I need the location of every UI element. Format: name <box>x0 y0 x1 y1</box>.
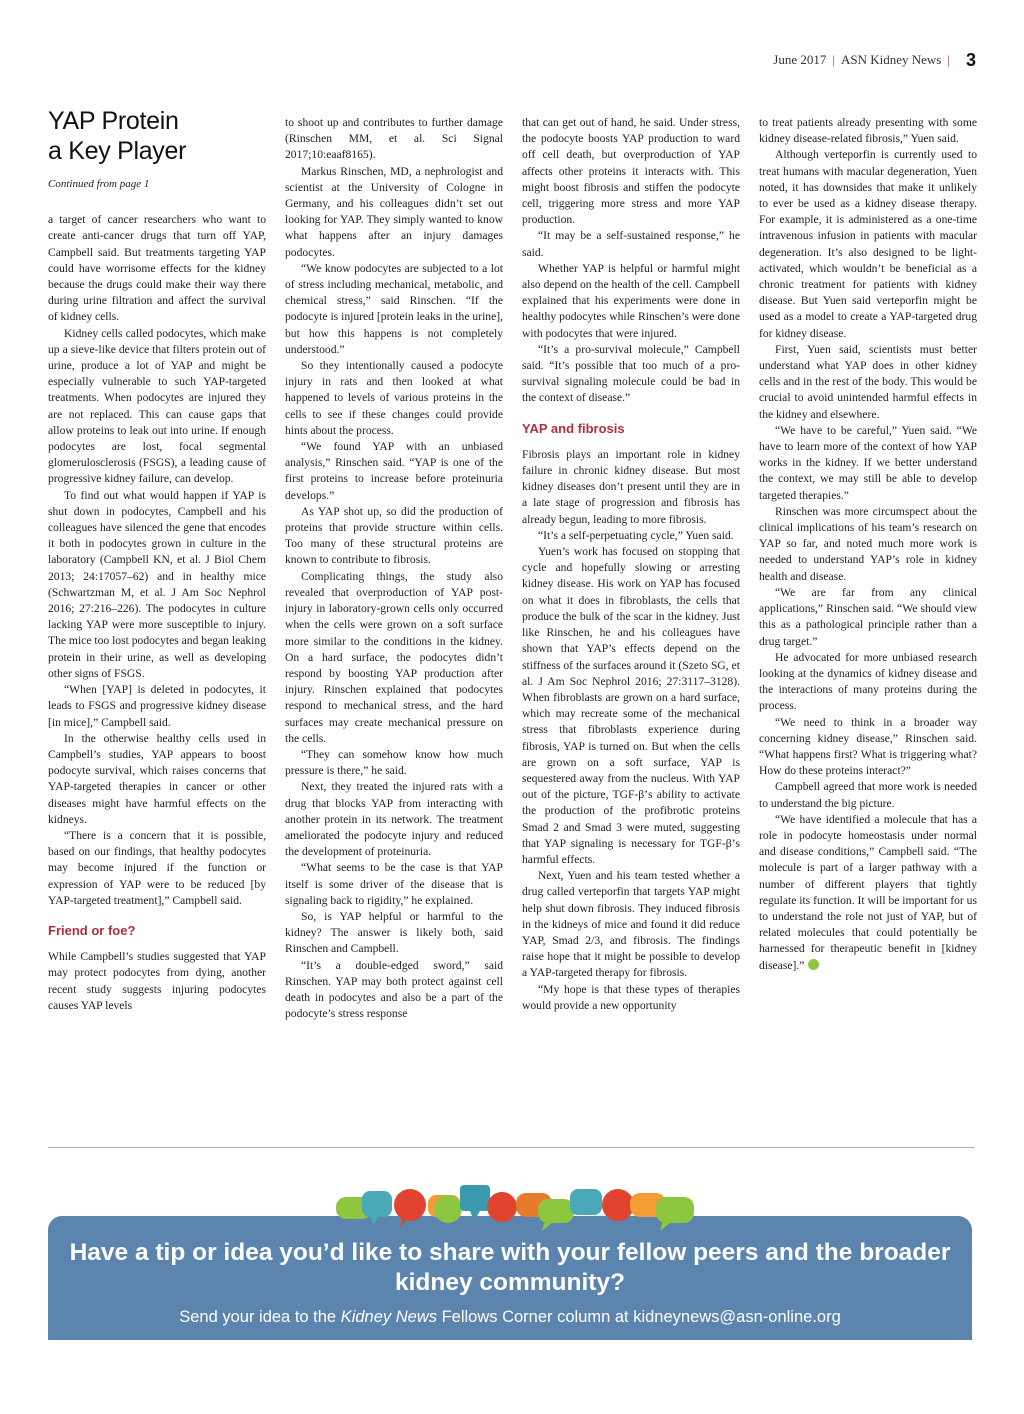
paragraph: to treat patients already presenting with some kidney disease-related fibrosis,” Yuen said. <box>759 116 977 146</box>
paragraph: “There is a concern that it is possible, based on our findings, that healthy podocytes may become injured if the function or expression of YAP were to be reduced [by YAP-targeted treatment],” Campbell said. <box>48 828 266 907</box>
page-number: 3 <box>965 49 976 70</box>
subhead-friend-or-foe: Friend or foe? <box>48 922 136 938</box>
paragraph: “They can somehow know how much pressure is there,” he said. <box>285 747 503 778</box>
paragraph: Campbell agreed that more work is needed to understand the big picture. <box>759 780 977 810</box>
paragraph: “We need to think in a broader way concerning kidney disease,” Rinschen said. “What happens first? What is triggering what? How do these proteins interact?” <box>759 715 977 778</box>
paragraph: Next, Yuen and his team tested whether a drug called verteporfin that targets YAP might help shut down fibrosis. They induced fibrosis in the kidneys of mice and found it did reduce YAP, Smad 2/3, and fibrosis. The findings raise hope that it might be possible to develop a YAP-targeted therapy for fibrosis. <box>522 869 740 980</box>
speech-bubbles-graphic <box>330 1183 700 1233</box>
banner-subtext: Send your idea to the Kidney News Fellows Corner column at kidneynews@asn-online.org <box>179 1308 841 1326</box>
paragraph: Fibrosis plays an important role in kidney failure in chronic kidney disease. But most kidney diseases don’t present until they are in a late stage of progression and fibrosis has already begun, leading to more fibrosis. <box>522 447 740 526</box>
paragraph: “We are far from any clinical applications,” Rinschen said. “We should view this as a pathological principle rather than a drug target.” <box>759 585 977 648</box>
paragraph: “We found YAP with an unbiased analysis,” Rinschen said. “YAP is one of the first proteins to increase before proteinuria develops.” <box>285 440 503 502</box>
page-header <box>773 49 976 71</box>
paragraph: Markus Rinschen, MD, a nephrologist and scientist at the University of Cologne in Germany, and his colleagues didn’t set out looking for YAP. They simply wanted to know what happens after an injury damages podocytes. <box>285 164 503 259</box>
paragraph: Rinschen was more circumspect about the clinical implications of his team’s research on YAP so far, and noted much more work is needed to understand YAP’s role in kidney health and disease. <box>759 504 977 583</box>
article-column-1 <box>48 106 266 1014</box>
paragraph: “What seems to be the case is that YAP itself is some driver of the disease that is signaling back to rigidity,” he explained. <box>285 861 503 907</box>
paragraph: To find out what would happen if YAP is shut down in podocytes, Campbell and his colleagues have silenced the gene that encodes it both in podocytes grown in culture in the laboratory (Campbell KN, et al. J Biol Chem 2013; 24:17057–62) and in healthy mice (Schwartzman M, et al. J Am Soc Nephrol 2016; 27:216–226). The podocytes in culture lacking YAP were more susceptible to injury. The mice too lost podocytes and began leaking protein in their urine, as well as developing other signs of FSGS. <box>48 488 266 680</box>
paragraph: that can get out of hand, he said. Under stress, the podocyte boosts YAP production to ward off cell death, but overproduction of YAP affects other proteins it interacts with. This might boost fibrosis and stiffen the podocyte cell, triggering more stress and more YAP production. <box>522 116 740 227</box>
paragraph: As YAP shot up, so did the production of proteins that provide structure within cells. Too many of these structural proteins are known to contribute to fibrosis. <box>285 504 503 567</box>
publication-name: ASN Kidney News <box>840 52 942 67</box>
paragraph: “When [YAP] is deleted in podocytes, it leads to FSGS and progressive kidney disease [in mice],” Campbell said. <box>48 683 266 729</box>
paragraph: a target of cancer researchers who want to create anti-cancer drugs that turn off YAP, Campbell said. But treatments targeting YAP could have worrisome effects for the kidney because the drugs could make their way there during urine filtration and affect the survival of kidney cells. <box>48 213 266 324</box>
paragraph: “We know podocytes are subjected to a lot of stress including mechanical, metabolic, and chemical stress,” said Rinschen. “If the podocyte is injured [protein leaks in the urine], but how this happens is not completely understood.” <box>285 261 503 356</box>
paragraph: Next, they treated the injured rats with a drug that blocks YAP from interacting with another protein in its network. The treatment ameliorated the podocyte injury and reduced the development of proteinuria. <box>285 780 503 859</box>
fellows-corner-banner <box>48 1216 972 1340</box>
paragraph: Yuen’s work has focused on stopping that cycle and hopefully slowing or arresting kidney disease. His work on YAP has focused on what it does in fibroblasts, the cells that produce the bulk of the scar in the kidney. Just like Rinschen, he and his colleagues have shown that YAP’s effects depend on the stiffness of the surfaces around it (Szeto SG, et al. J Am Soc Nephrol 2016; 27:3117–3128). When fibroblasts are grown on a hard surface, which may recreate some of the mechanical stress that fibroblasts experience during fibrosis, YAP is turned on. But when the cells are grown on a soft surface, YAP is sequestered away from the nucleus. With YAP out of the picture, TGF-β’s ability to activate the production of the profibrotic proteins Smad 2 and Smad 3 were muted, suggesting that YAP signaling is necessary for TGF-β’s harmful effects. <box>522 545 740 866</box>
paragraph: Although verteporfin is currently used to treat humans with macular degeneration, Yuen noted, it has downsides that make it unlikely to ever be used as a kidney disease therapy. For example, it is administered as a one-time intravenous infusion in patients with macular degeneration. It’s also designed to be light-activated, which wouldn’t be beneficial as a chronic treatment for patients with kidney disease. But Yuen said verteporfin might be used as a model to create a YAP-targeted drug for kidney disease. <box>759 148 977 340</box>
paragraph: In the otherwise healthy cells used in Campbell’s studies, YAP appears to boost podocyte survival, which raises concerns that YAP-targeted therapies in cancer or other diseases might have harmful effects on the kidneys. <box>48 731 266 826</box>
continued-note: Continued from page 1 <box>48 178 150 190</box>
paragraph: “It’s a self-perpetuating cycle,” Yuen said. <box>538 528 734 542</box>
paragraph: While Campbell’s studies suggested that YAP may protect podocytes from dying, another recent study suggests injuring podocytes causes YAP levels <box>48 950 266 1012</box>
paragraph: “My hope is that these types of therapies would provide a new opportunity <box>522 982 740 1012</box>
paragraph: First, Yuen said, scientists must better understand what YAP does in other kidney cells and in the rest of the body. This would be crucial to avoid unintended harmful effects in the kidney and elsewhere. <box>759 342 977 421</box>
paragraph: So, is YAP helpful or harmful to the kidney? The answer is likely both, said Rinschen and Campbell. <box>285 909 503 956</box>
paragraph: to shoot up and contributes to further damage (Rinschen MM, et al. Sci Signal 2017;10:eaaf8165). <box>285 116 503 162</box>
paragraph: Complicating things, the study also revealed that overproduction of YAP post-injury in laboratory-grown cells only occurred when the cells were grown on a soft surface more similar to the conditions in the kidney. On a hard surface, the podocytes didn’t respond by boosting YAP production after injury. Rinschen explained that podocytes respond to mechanical stress, and the hard surfaces may create mechanical pressure on the cells. <box>285 569 503 745</box>
article-column-2 <box>285 115 503 1022</box>
article-title: YAP Protein a Key Player <box>48 107 187 165</box>
header-separator: | <box>947 52 950 67</box>
article-column-4 <box>759 115 977 974</box>
paragraph: Whether YAP is helpful or harmful might also depend on the health of the cell. Campbell explained that his experiments were done in healthy podocytes while Rinschen’s were done with podocytes that were injured. <box>522 261 740 340</box>
paragraph: Kidney cells called podocytes, which make up a sieve-like device that filters protein out of urine, produce a lot of YAP and might be especially vulnerable to such YAP-targeted treatments. When podocytes are injured they are not replaced. This can cause gaps that allow proteins to leak out into urine. If enough podocytes are lost, focal segmental glomerulosclerosis (FSGS), a leading cause of progressive kidney failure, can develop. <box>48 326 266 486</box>
article-column-3 <box>522 115 740 1014</box>
speech-bubbles-icon <box>330 1183 700 1233</box>
subhead-yap-fibrosis: YAP and fibrosis <box>522 420 625 436</box>
paragraph: “We have identified a molecule that has a role in podocyte homeostasis under normal and disease conditions,” Campbell said. “The molecule is part of a larger pathway with a number of different players that tightly regulate its function. It will be important for us to understand the role not just of YAP, but of related molecules that could potentially be harnessed for therapeutic benefit in [kidney disease].” <box>759 812 977 972</box>
paragraph: “It may be a self-sustained response,” he said. <box>522 229 740 259</box>
section-divider <box>48 1147 974 1148</box>
banner-headline: Have a tip or idea you’d like to share with your fellow peers and the broader kidney community? <box>69 1239 951 1296</box>
paragraph: “It’s a double-edged sword,” said Rinschen. YAP may both protect against cell death in podocytes and also be a part of the podocyte’s stress response <box>285 958 503 1021</box>
paragraph: “We have to be careful,” Yuen said. “We have to learn more of the context of how YAP works in the kidney. If we better understand the context, we may still be able to develop targeted therapies.” <box>759 423 977 502</box>
paragraph: He advocated for more unbiased research looking at the dynamics of kidney disease and the interactions of many proteins during the process. <box>759 650 977 713</box>
paragraph: “It’s a pro-survival molecule,” Campbell said. “It’s possible that too much of a pro-survival signaling molecule could be bad in the context of disease.” <box>522 342 740 405</box>
issue-date: June 2017 <box>773 52 827 67</box>
header-separator: | <box>832 52 835 67</box>
end-mark-icon <box>808 959 819 970</box>
paragraph: So they intentionally caused a podocyte injury in rats and then looked at what happened to levels of various proteins in the cells to see if these changes could provide hints about the process. <box>285 359 503 437</box>
